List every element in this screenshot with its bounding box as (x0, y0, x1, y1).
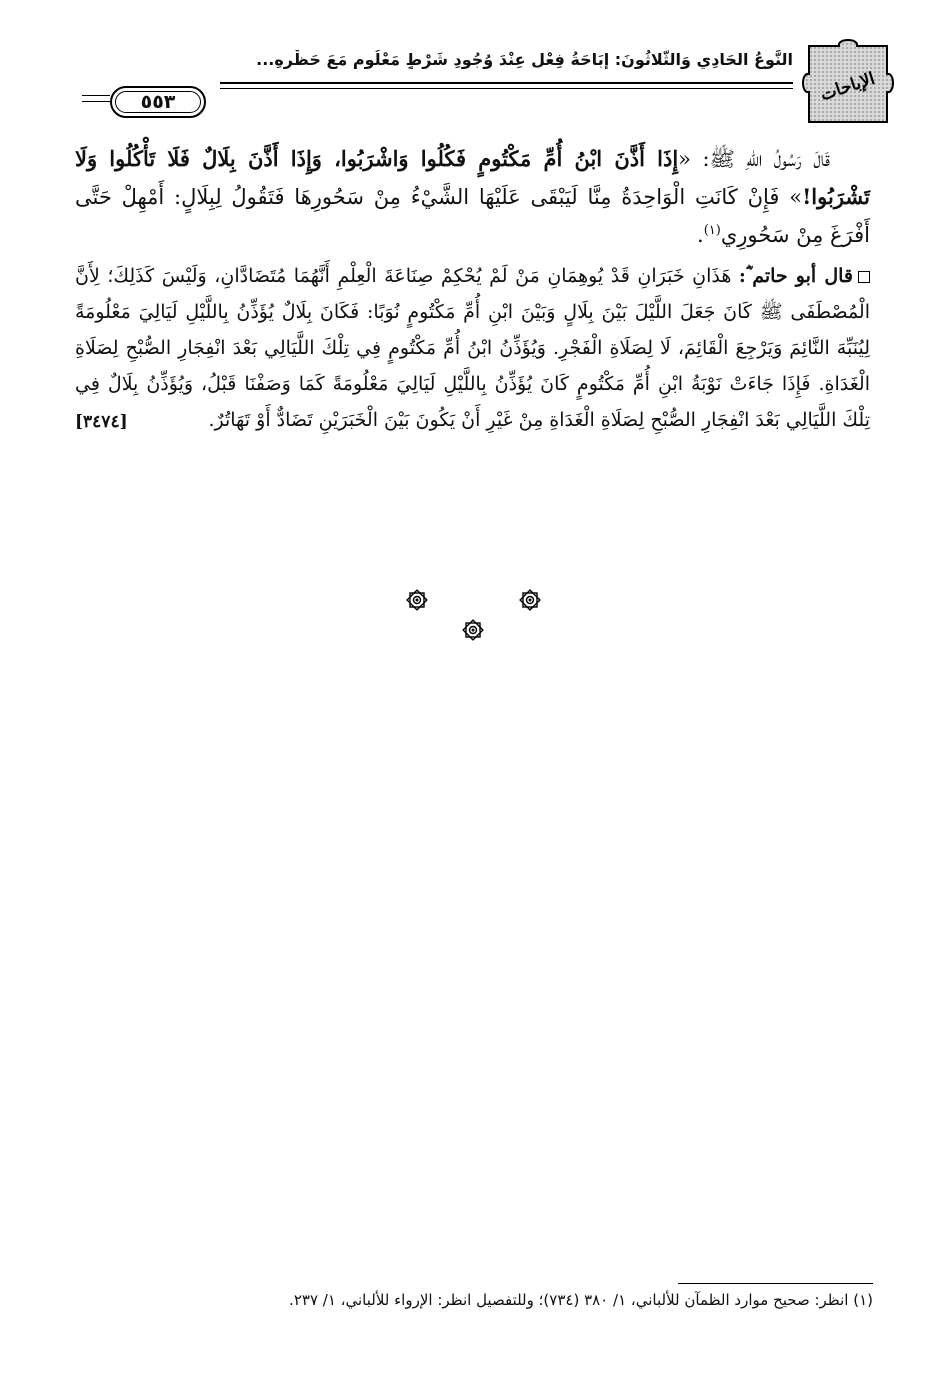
chapter-kind: النَّوعُ الحَادِي وَالثَّلاثُونَ (621, 50, 793, 69)
hadith-continuation: » فَإِنْ كَانَتِ الْوَاحِدَةُ مِنَّا لَيَبْقَى عَلَيْهَا الشَّيْءُ مِنْ سَحُورِهَا فَتَقُولُ لِبِلَالٍ: أَمْهِلْ حَتَّى أَفْرَغَ مِنْ سَحُورِي (75, 185, 870, 247)
footnote-reference: (١) (703, 223, 721, 238)
floral-ornament-icon (518, 588, 542, 612)
badge-text: الإباحات (817, 68, 878, 106)
commentary-speaker: قال أبو حاتم ؓ: (738, 265, 853, 287)
floral-ornament-icon (405, 588, 429, 612)
hadith-number: [٣٤٧٤] (75, 412, 128, 432)
puzzle-piece-badge (801, 38, 895, 130)
footnote-separator (678, 1283, 873, 1284)
hadith-end-mark: . (697, 223, 704, 247)
floral-ornament-icon (461, 618, 485, 642)
pill-rule-lower (82, 101, 110, 102)
page-number-badge (110, 86, 206, 118)
square-bullet-icon (858, 271, 870, 283)
header-rule-thick (220, 82, 793, 84)
page-header (70, 38, 885, 128)
commentary-text: هَذَانِ خَبَرَانِ قَدْ يُوهِمَانِ مَنْ لَمْ يُحْكِمْ صِنَاعَةَ الْعِلْمِ أَنَّهُمَا مُتَضَادَّانِ، وَلَيْسَ كَذَلِكَ؛ لِأَنَّ الْمُصْطَفَى ﷺ كَانَ جَعَلَ اللَّيْلَ بَيْنَ بِلَالٍ وَبَيْنَ ابْنِ أُمِّ مَكْتُومٍ نُوَبًا: فَكَانَ بِلَالٌ يُؤَذِّنُ بِاللَّيْلِ لَيَالِيَ مَعْلُومَةً لِيُنَبِّهَ النَّائِمَ وَيَرْجِعَ الْقَائِمَ، لَا لِصَلَاةِ الْفَجْرِ. وَيُؤَذِّنُ ابْنُ أُمِّ مَكْتُومٍ فِي تِلْكَ اللَّيَالِي بَعْدَ انْفِجَارِ الصُّبْحِ لِصَلَاةِ الْغَدَاةِ. فَإِذَا جَاءَتْ نَوْبَةُ ابْنِ أُمِّ مَكْتُومٍ كَانَ يُؤَذِّنُ بِاللَّيْلِ لَيَالِيَ مَعْلُومَةً كَمَا وَصَفْنَا قَبْلُ، وَيُؤَذِّنُ بِلَالٌ فِي تِلْكَ اللَّيَالِي بَعْدَ انْفِجَارِ الصُّبْحِ لِصَلَاةِ الْغَدَاةِ مِنْ غَيْرِ أَنْ يَكُونَ بَيْنَ الْخَبَرَيْنِ تَضَادٌّ أَوْ تَهَاتُرٌ. (75, 265, 870, 431)
chapter-subject: : إِبَاحَةُ فِعْلٍ عِنْدَ وُجُودِ شَرْطٍ مَعْلُومٍ مَعَ حَظْرِهِ... (256, 50, 622, 69)
page-number: ٥٥٣ (140, 91, 176, 113)
footnote: (١) انظر: صحيح موارد الظمآن للألباني، ١/ ٣٨٠ (٧٣٤)؛ وللتفصيل انظر: الإرواء للألباني، ١/ ٢٣٧. (289, 1291, 873, 1309)
hadith-paragraph (75, 140, 870, 254)
pill-rule-upper (82, 95, 110, 96)
hadith-intro: قَالَ رَسُولُ اللهِ ﷺ: « (678, 147, 830, 171)
header-rule-thin (220, 88, 793, 89)
commentary-paragraph (75, 258, 870, 438)
hadith-quote: إِذَا أَذَّنَ ابْنُ أُمِّ مَكْتُومٍ فَكُلُوا وَاشْرَبُوا، وَإِذَا أَذَّنَ بِلَالٌ فَلَا تَأْكُلُوا وَلَا تَشْرَبُوا! (75, 146, 870, 209)
main-text (75, 140, 870, 440)
running-header-title (210, 50, 793, 69)
